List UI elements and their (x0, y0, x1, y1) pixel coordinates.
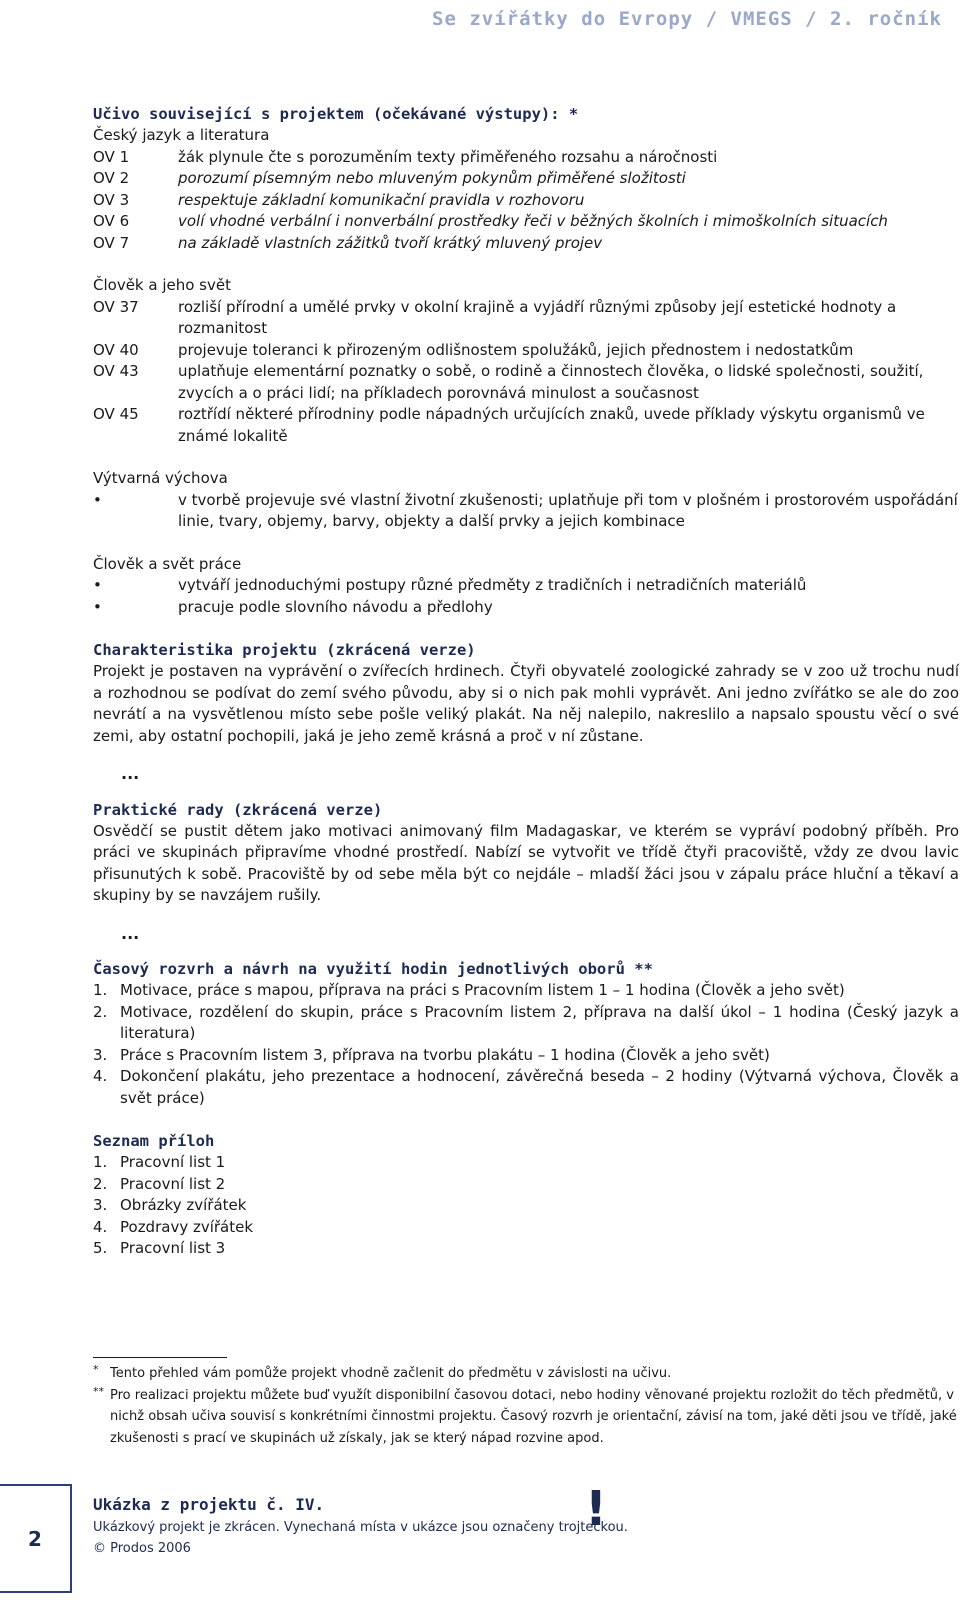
outcome-text: projevuje toleranci k přirozeným odlišnostem spolužáků, jejich přednostem i nedostatkům (178, 340, 854, 359)
subject-title: Český jazyk a literatura (93, 126, 270, 144)
bullet-icon: • (93, 597, 102, 616)
charakteristika-text: Projekt je postaven na vyprávění o zvířecích hrdinech. Čtyři obyvatelé zoologické zahrady se v zoo už trochu nudí a rozhodnou se podívat do zemí svého původu, aby si o nich pak mohli vyprávět. Ani jedno zvířátko se ale do zoo nevrátí a na vysvětlenou místo sebe pošle veliký plakát. Na něj nalepilo, nakreslilo a napsalo spoustu věcí o své zemi, aby ostatní pochopili, jaká je jeho země krásná a proč v ní zůstane. (93, 662, 959, 745)
outcome-row (93, 404, 959, 447)
outcome-row (93, 190, 959, 212)
list-item (93, 1066, 959, 1109)
subject-title: Člověk a jeho svět (93, 276, 231, 294)
list-number: 1. (93, 981, 108, 999)
list-item (93, 1152, 959, 1174)
list-text: Dokončení plakátu, jeho prezentace a hodnocení, závěrečná beseda – 2 hodiny (Výtvarná výchova, Člověk a svět práce) (120, 1067, 959, 1107)
outcome-code: OV 1 (93, 147, 130, 166)
list-text: Pozdravy zvířátek (120, 1217, 254, 1236)
bullet-icon: • (93, 490, 102, 509)
list-item (93, 1195, 959, 1217)
outcome-text: roztřídí některé přírodniny podle nápadných určujících znaků, uvede příklady výskytu organismů ve známé lokalitě (178, 405, 925, 445)
list-number: 2. (93, 1002, 108, 1021)
rady-heading: Praktické rady (zkrácená verze) (93, 800, 383, 819)
subject-title: Výtvarná výchova (93, 469, 228, 487)
outcome-text: porozumí písemným nebo mluveným pokynům přiměřené složitosti (178, 169, 686, 187)
outcome-code: OV 2 (93, 169, 130, 187)
outcome-code: OV 37 (93, 297, 139, 316)
outcome-row (93, 575, 959, 597)
ucivo-groups (93, 125, 959, 618)
outcome-text: v tvorbě projevuje své vlastní životní zkušenosti; uplatňuje při tom v plošném i prostorovém uspořádání linie, tvary, objemy, barvy, objekty a další prvky a jejich kombinace (178, 490, 958, 530)
footnote-mark: ** (93, 1384, 104, 1398)
outcome-row (93, 340, 959, 362)
list-item (93, 1217, 959, 1239)
sample-title: Ukázka z projektu č. IV. (93, 1495, 325, 1514)
outcome-text: žák plynule čte s porozuměním texty přiměřeného rozsahu a náročnosti (178, 147, 718, 166)
outcome-text: uplatňuje elementární poznatky o sobě, o rodině a činnostech člověka, o lidské společnosti, soužití, zvycích a o práci lidí; na příkladech porovnává minulost a současnost (178, 362, 924, 402)
outcome-code: OV 3 (93, 190, 130, 209)
list-number: 4. (93, 1217, 108, 1236)
list-text: Pracovní list 1 (120, 1153, 226, 1171)
list-number: 3. (93, 1196, 108, 1214)
omitted-ellipsis: ... (121, 764, 140, 783)
outcome-code: OV 40 (93, 340, 139, 359)
bullet-icon: • (93, 576, 102, 594)
subject-title: Člověk a svět práce (93, 554, 242, 573)
list-text: Pracovní list 2 (120, 1174, 226, 1193)
footnote-text: Tento přehled vám pomůže projekt vhodně začlenit do předmětu v závislosti na učivu. (110, 1366, 672, 1381)
list-number: 1. (93, 1153, 108, 1171)
list-text: Motivace, práce s mapou, příprava na práci s Pracovním listem 1 – 1 hodina (Člověk a jeho svět) (120, 981, 845, 999)
footnotes (93, 1363, 959, 1449)
document-header-title: Se zvířátky do Evropy / VMEGS / 2. ročník (432, 8, 942, 30)
list-item (93, 980, 959, 1002)
outcome-row (93, 597, 959, 619)
list-item (93, 1002, 959, 1045)
list-text: Pracovní list 3 (120, 1239, 226, 1257)
list-number: 3. (93, 1045, 108, 1064)
footnote-mark: * (93, 1363, 99, 1376)
outcome-text: respektuje základní komunikační pravidla v rozhovoru (178, 190, 585, 209)
outcome-code: OV 6 (93, 212, 130, 230)
list-item (93, 1238, 959, 1260)
footnote (93, 1385, 959, 1450)
outcome-row (93, 361, 959, 404)
footnote-text: Pro realizaci projektu můžete buď využít disponibilní časovou dotaci, nebo hodiny věnované projektu rozložit do těch předmětů, v nichž obsah učiva souvisí s konkrétními činnostmi projektu. Časový rozvrh je orientační, závisí na tom, jaké děti jsou ve třídě, jaké zkušenosti s prací ve skupinách už získaly, jak se který nápad rozvine apod. (110, 1387, 957, 1446)
list-number: 5. (93, 1239, 108, 1257)
outcome-row (93, 147, 959, 169)
outcome-text: pracuje podle slovního návodu a předlohy (178, 597, 493, 616)
prilohy-heading: Seznam příloh (93, 1132, 215, 1150)
outcome-row (93, 168, 959, 190)
exclamation-icon: ! (585, 1481, 607, 1537)
list-text: Obrázky zvířátek (120, 1196, 247, 1214)
page-content (93, 103, 959, 1260)
outcome-code: OV 43 (93, 362, 139, 380)
footer-sample-info (93, 1495, 628, 1556)
list-number: 4. (93, 1067, 108, 1085)
outcome-row (93, 490, 959, 533)
list-number: 2. (93, 1174, 108, 1193)
outcome-row (93, 211, 959, 233)
outcome-row (93, 297, 959, 340)
rozvrh-list (93, 980, 959, 1109)
ucivo-heading: Učivo související s projektem (očekávané výstupy): * (93, 105, 579, 123)
footnote (93, 1363, 959, 1385)
omitted-ellipsis: ... (121, 923, 140, 943)
outcome-code: OV 7 (93, 233, 130, 252)
sample-note: Ukázkový projekt je zkrácen. Vynechaná místa v ukázce jsou označeny trojtečkou. (93, 1520, 628, 1535)
list-text: Motivace, rozdělení do skupin, práce s Pracovním listem 2, příprava na další úkol – 1 hodina (Český jazyk a literatura) (120, 1002, 959, 1042)
charakteristika-heading: Charakteristika projektu (zkrácená verze) (93, 641, 476, 659)
rozvrh-heading: Časový rozvrh a návrh na využití hodin jednotlivých oborů ** (93, 960, 653, 978)
prilohy-list (93, 1152, 959, 1260)
list-item (93, 1045, 959, 1067)
page-number: 2 (0, 1484, 72, 1593)
outcome-row (93, 233, 959, 255)
copyright: © Prodos 2006 (93, 1541, 191, 1556)
footnote-divider (93, 1357, 227, 1358)
outcome-code: OV 45 (93, 405, 139, 423)
outcome-text: volí vhodné verbální i nonverbální prostředky řeči v běžných školních i mimoškolních situacích (178, 212, 888, 230)
outcome-text: rozliší přírodní a umělé prvky v okolní krajině a vyjádří různými způsoby její estetické hodnoty a rozmanitost (178, 297, 897, 337)
rady-text: Osvědčí se pustit dětem jako motivaci animovaný film Madagaskar, ve kterém se vypráví podobný příběh. Pro práci ve skupinách připravíme vhodné prostředí. Nabízí se vytvořit ve třídě čtyři pracoviště, vždy ze dvou lavic přisunutých k sobě. Pracoviště by od sebe měla být co nejdále – mladší žáci jsou v zápalu práce hluční a těkaví a skupiny by se navzájem rušily. (93, 821, 959, 904)
outcome-text: na základě vlastních zážitků tvoří krátký mluvený projev (178, 233, 603, 252)
list-item (93, 1174, 959, 1196)
outcome-text: vytváří jednoduchými postupy různé předměty z tradičních i netradičních materiálů (178, 576, 807, 594)
list-text: Práce s Pracovním listem 3, příprava na tvorbu plakátu – 1 hodina (Člověk a jeho svět) (120, 1045, 770, 1064)
